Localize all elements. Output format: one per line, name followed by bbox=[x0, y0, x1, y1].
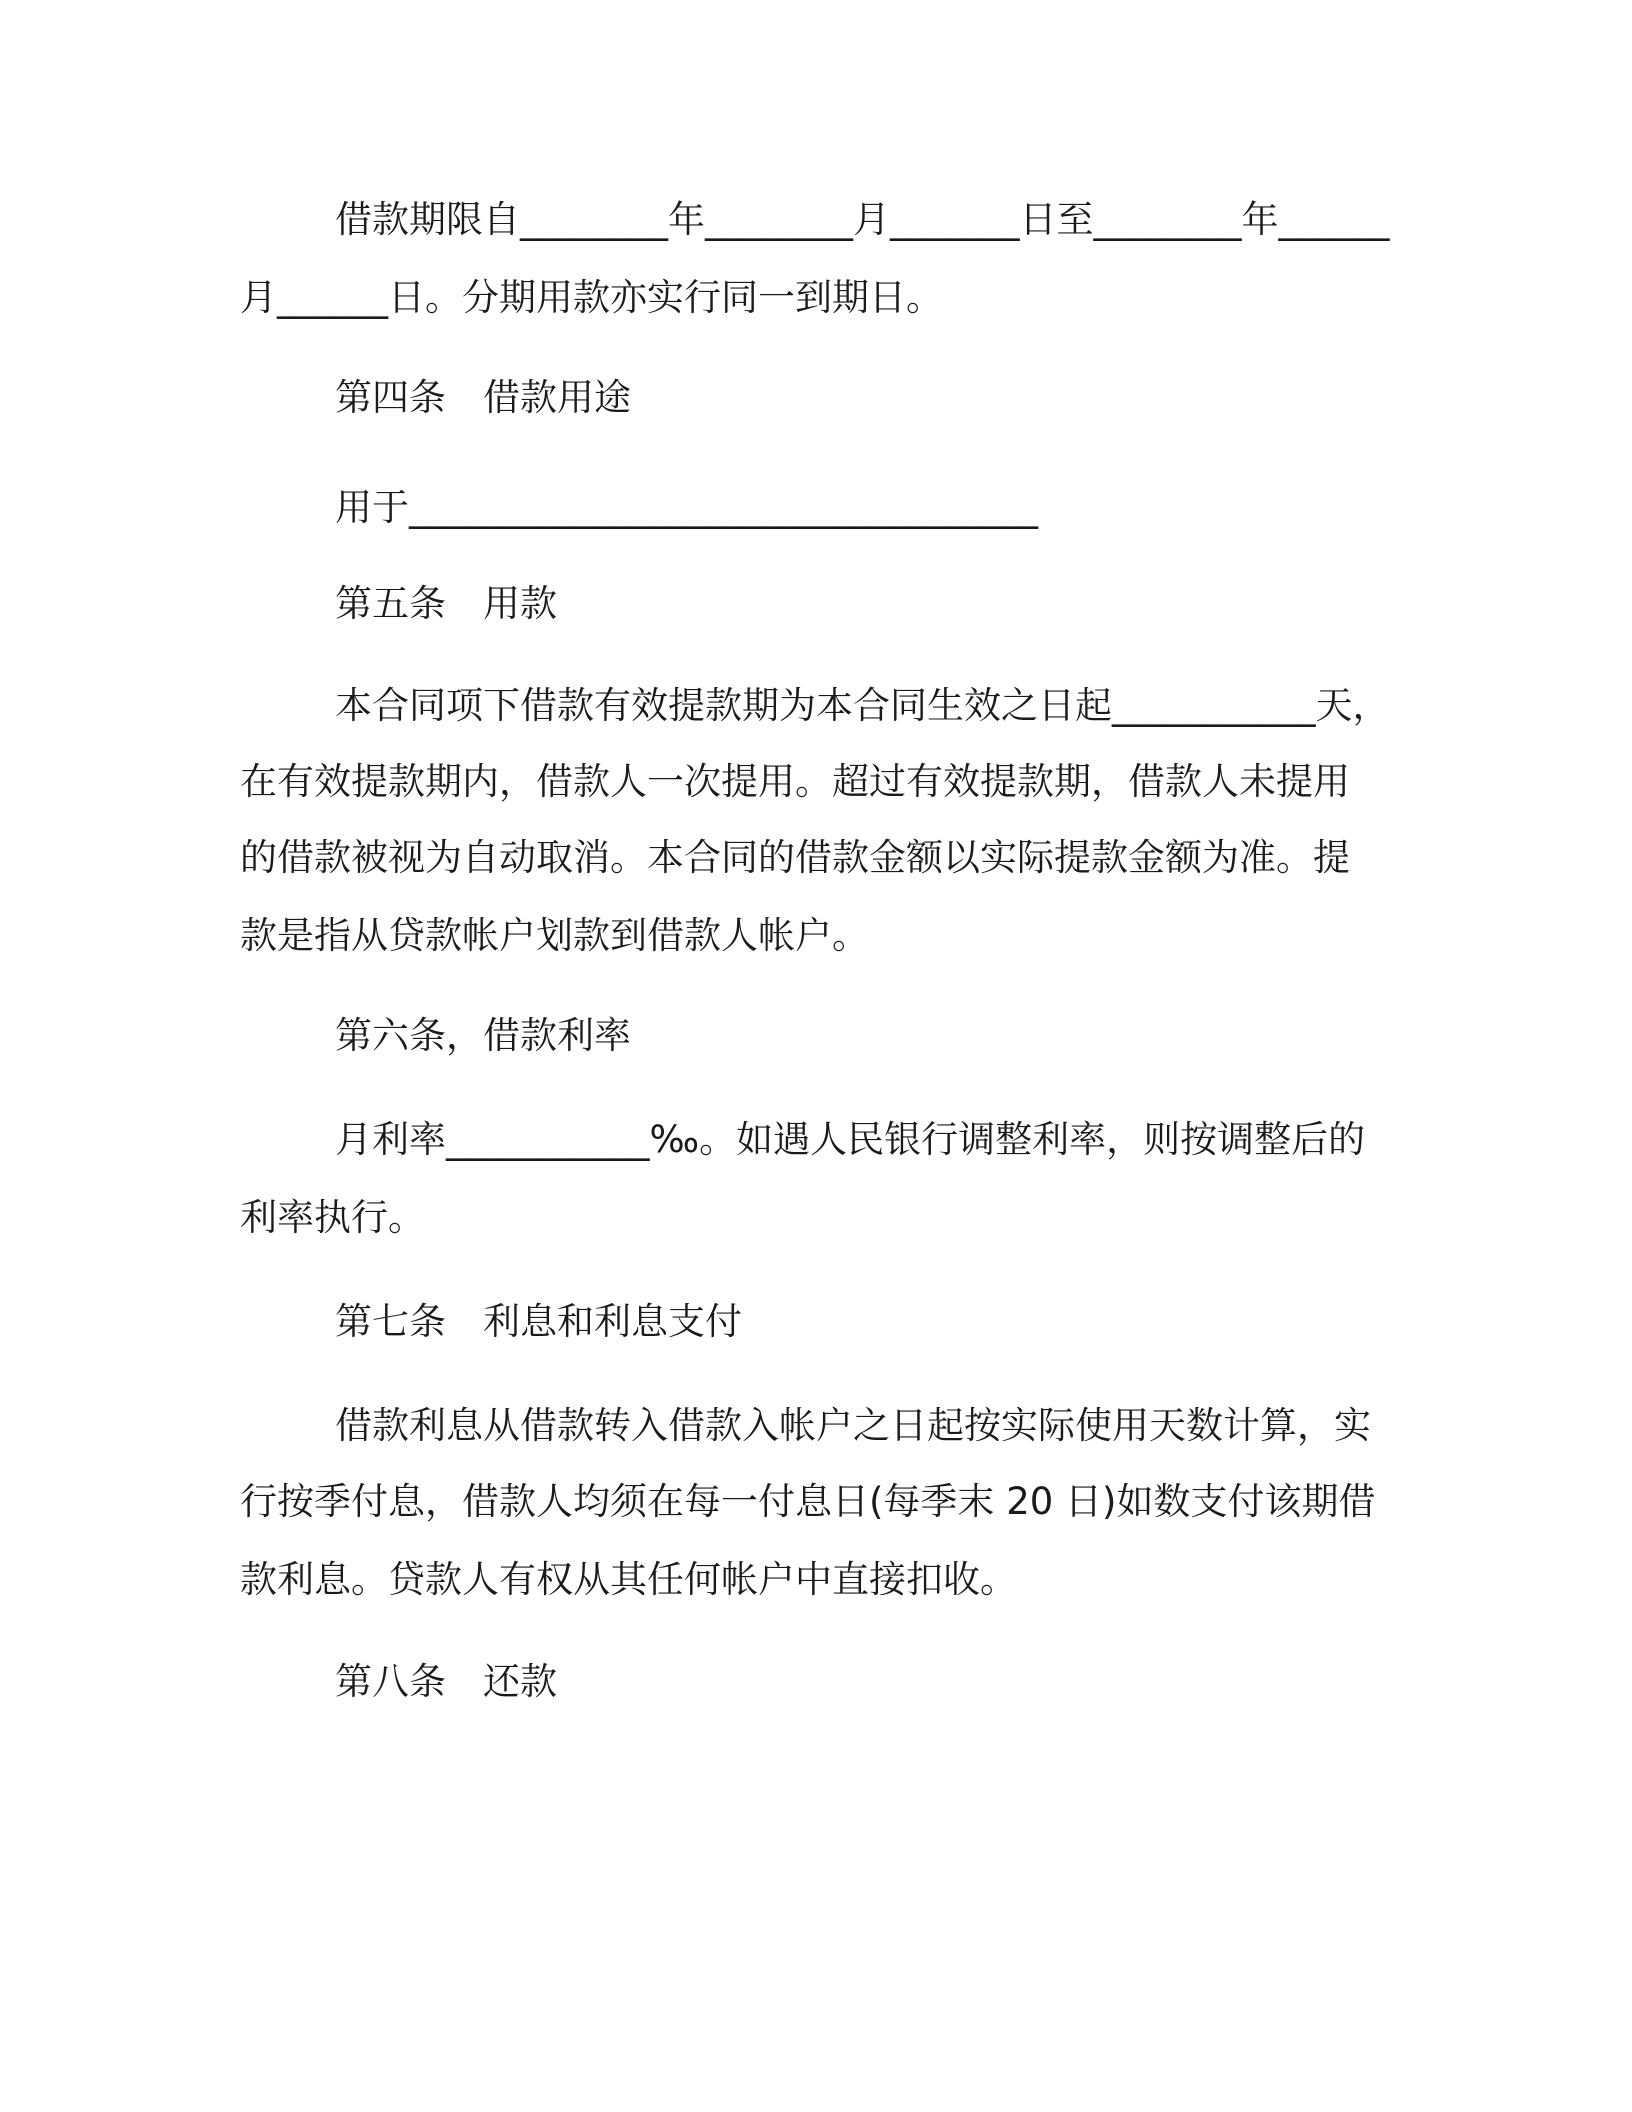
drawdown-paragraph-line-1: 本合同项下借款有效提款期为本合同生效之日起___________天， bbox=[335, 684, 1390, 727]
interest-paragraph-line-3: 款利息。贷款人有权从其任何帐户中直接扣收。 bbox=[240, 1558, 1017, 1601]
term-paragraph-line-2: 月______日。分期用款亦实行同一到期日。 bbox=[240, 276, 943, 319]
article-7-heading: 第七条 利息和利息支付 bbox=[335, 1300, 742, 1343]
rate-paragraph-line-1: 月利率___________‰。如遇人民银行调整利率，则按调整后的 bbox=[335, 1118, 1366, 1161]
drawdown-paragraph-line-3: 的借款被视为自动取消。本合同的借款金额以实际提款金额为准。提 bbox=[240, 836, 1350, 879]
drawdown-paragraph-line-2: 在有效提款期内，借款人一次提用。超过有效提款期，借款人未提用 bbox=[240, 760, 1350, 803]
interest-paragraph-line-2: 行按季付息，借款人均须在每一付息日(每季末 20 日)如数支付该期借 bbox=[240, 1480, 1376, 1523]
term-paragraph-line-1: 借款期限自________年________月_______日至________年______ bbox=[335, 198, 1390, 241]
interest-paragraph-line-1: 借款利息从借款转入借款入帐户之日起按实际使用天数计算，实 bbox=[335, 1404, 1371, 1447]
article-8-heading: 第八条 还款 bbox=[335, 1660, 557, 1703]
rate-paragraph-line-2: 利率执行。 bbox=[240, 1196, 425, 1239]
drawdown-paragraph-line-4: 款是指从贷款帐户划款到借款人帐户。 bbox=[240, 914, 869, 957]
article-6-heading: 第六条，借款利率 bbox=[335, 1014, 631, 1057]
purpose-line: 用于__________________________________ bbox=[335, 486, 1038, 529]
article-5-heading: 第五条 用款 bbox=[335, 582, 557, 625]
article-4-heading: 第四条 借款用途 bbox=[335, 376, 631, 419]
